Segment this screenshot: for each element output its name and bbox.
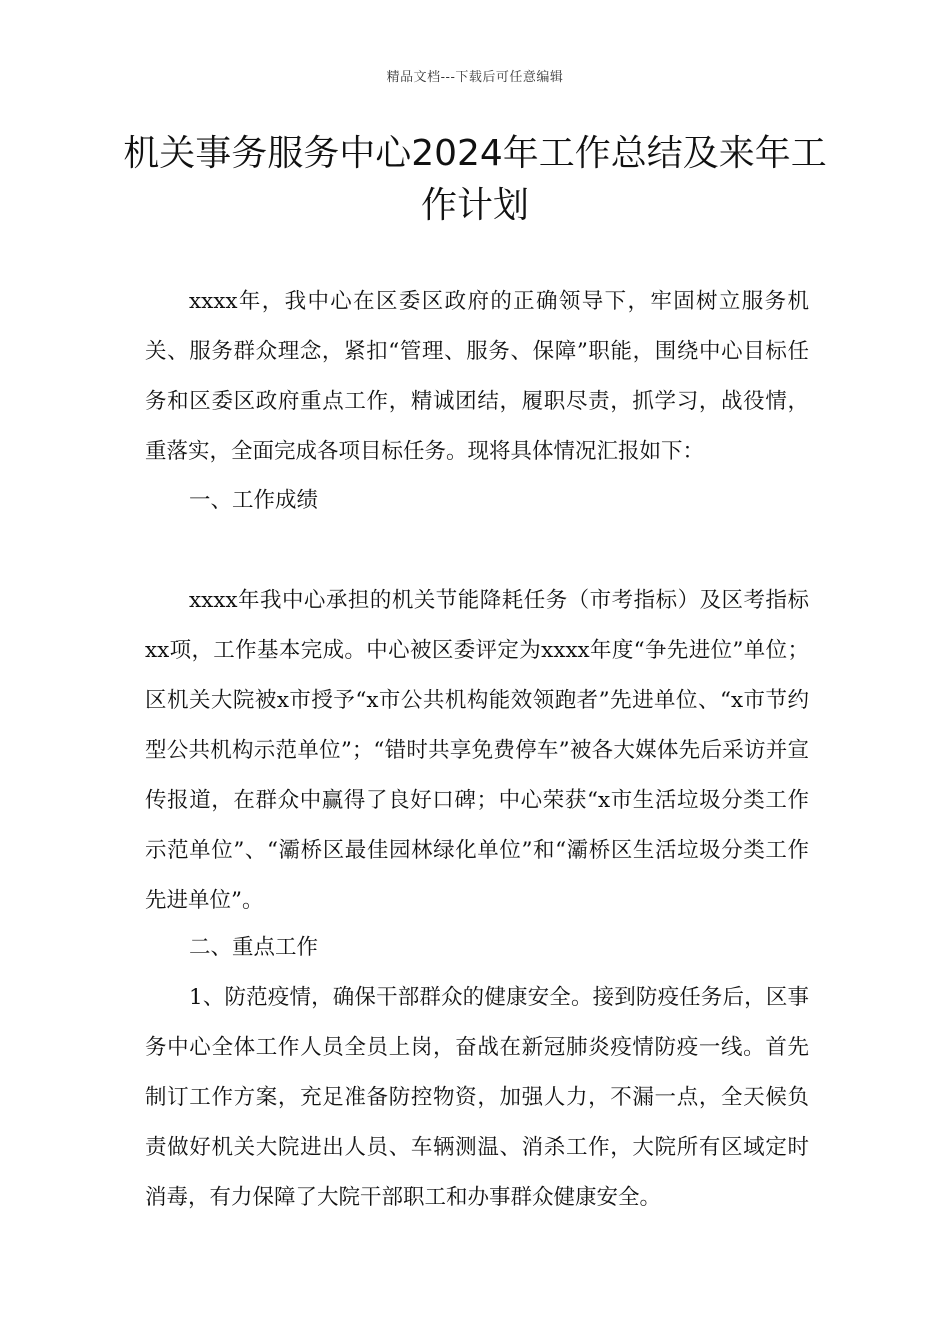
achievements-paragraph: xxxx年我中心承担的机关节能降耗任务（市考指标）及区考指标xx项，工作基本完成。中心被区委评定为xxxx年度“争先进位”单位；区机关大院被x市授予“x市公共机构能效领跑者”先进单位、“x市节约型公共机构示范单位”；“错时共享免费停车”被各大媒体先后采访并宣传报道，在群众中赢得了良好口碑；中心荣获“x市生活垃圾分类工作示范单位”、“灞桥区最佳园林绿化单位”和“灞桥区生活垃圾分类工作先进单位”。 [145,588,809,913]
header-note: 精品文档---下载后可任意编辑 [386,70,564,85]
section-heading-key-work: 二、重点工作 [189,935,319,960]
section-heading-achievements: 一、工作成绩 [189,488,319,513]
key-work-item-1: 1、防范疫情，确保干部群众的健康安全。接到防疫任务后，区事务中心全体工作人员全员上岗，奋战在新冠肺炎疫情防疫一线。首先制订工作方案，充足准备防控物资，加强人力，不漏一点，全天候负责做好机关大院进出人员、车辆测温、消杀工作，大院所有区域定时消毒，有力保障了大院干部职工和办事群众健康安全。 [145,985,809,1210]
document-title: 机关事务服务中心2024年工作总结及来年工作计划 [123,133,827,226]
intro-paragraph: xxxx年，我中心在区委区政府的正确领导下，牢固树立服务机关、服务群众理念，紧扣“管理、服务、保障”职能，围绕中心目标任务和区委区政府重点工作，精诚团结，履职尽责，抓学习，战役情，重落实，全面完成各项目标任务。现将具体情况汇报如下： [145,289,809,464]
